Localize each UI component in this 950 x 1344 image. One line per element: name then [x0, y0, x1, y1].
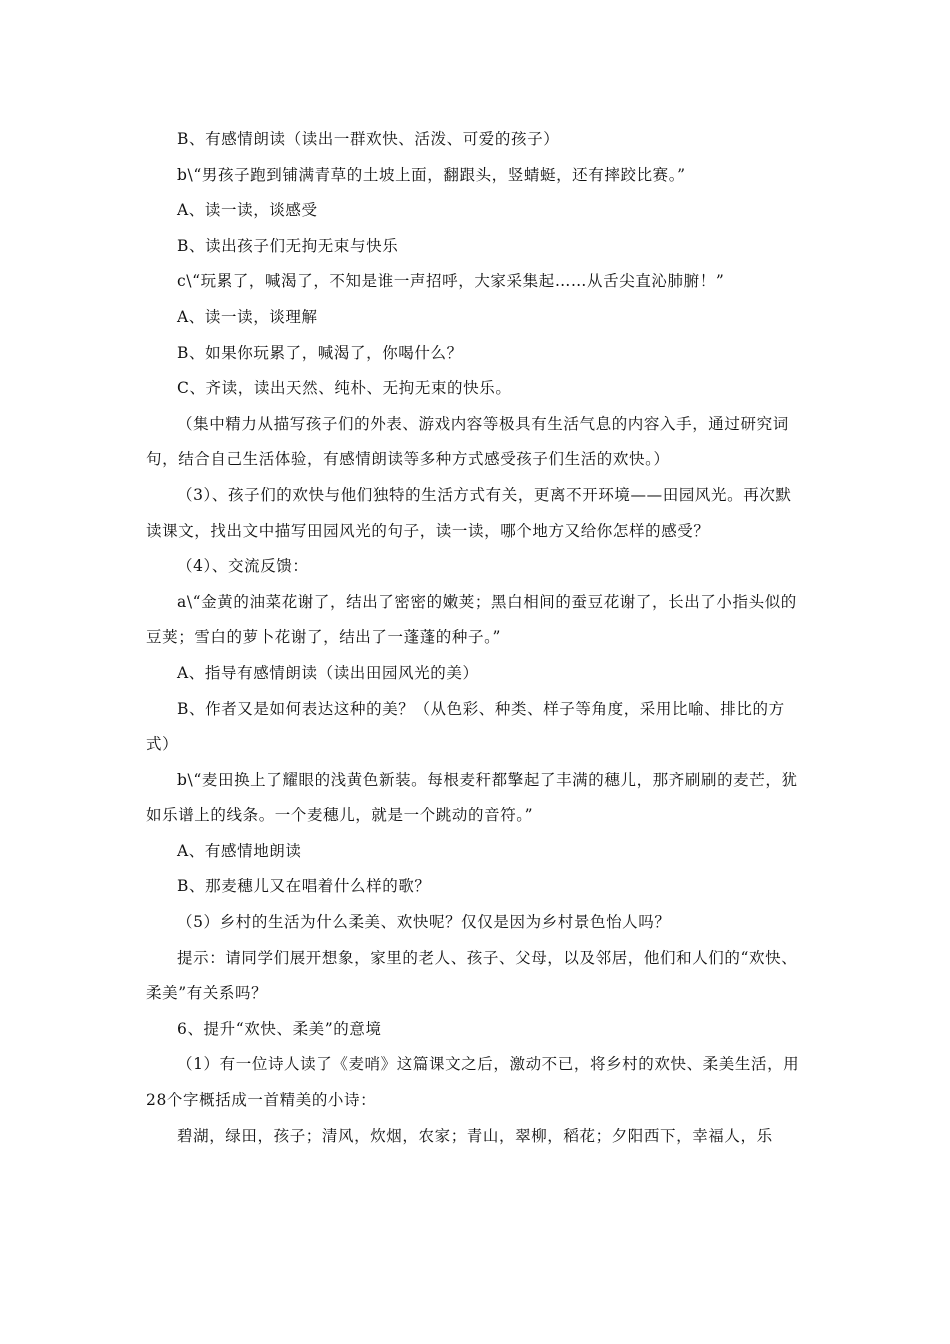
- paragraph: （5）乡村的生活为什么柔美、欢快呢？仅仅是因为乡村景色怡人吗？: [177, 913, 671, 932]
- paragraph: （1）有一位诗人读了《麦哨》这篇课文之后，激动不已，将乡村的欢快、柔美生活，用28个字概括成一首精美的小诗：: [146, 1055, 800, 1110]
- paragraph: （3）、孩子们的欢快与他们独特的生活方式有关，更离不开环境——田园风光。再次默读课文，找出文中描写田园风光的句子，读一读，哪个地方又给你怎样的感受？: [146, 485, 792, 540]
- paragraph: B、如果你玩累了，喊渴了，你喝什么？: [177, 343, 463, 362]
- paragraph: A、读一读，谈理解: [177, 307, 318, 326]
- paragraph: B、读出孩子们无拘无束与快乐: [177, 236, 399, 255]
- paragraph: b\“麦田换上了耀眼的浅黄色新装。每根麦秆都擎起了丰满的穗儿，那齐刷刷的麦芒，犹如乐谱上的线条。一个麦穗儿，就是一个跳动的音符。”: [146, 770, 798, 825]
- paragraph: c\“玩累了，喊渴了，不知是谁一声招呼，大家采集起……从舌尖直沁肺腑！”: [177, 272, 725, 291]
- document-body: [146, 122, 806, 1154]
- paragraph: 6、提升“欢快、柔美”的意境: [177, 1019, 382, 1038]
- paragraph: B、有感情朗读（读出一群欢快、活泼、可爱的孩子）: [177, 130, 560, 148]
- paragraph: A、有感情地朗读: [177, 841, 302, 860]
- paragraph: B、那麦穗儿又在唱着什么样的歌？: [177, 877, 431, 896]
- paragraph: A、读一读，谈感受: [177, 201, 318, 220]
- paragraph: C、齐读，读出天然、纯朴、无拘无束的快乐。: [177, 379, 512, 398]
- paragraph: A、指导有感情朗读（读出田园风光的美）: [177, 663, 479, 682]
- paragraph: B、作者又是如何表达这种的美？（从色彩、种类、样子等角度，采用比喻、排比的方式）: [146, 699, 785, 754]
- paragraph: （集中精力从描写孩子们的外表、游戏内容等极具有生活气息的内容入手，通过研究词句，结合自己生活体验，有感情朗读等多种方式感受孩子们生活的欢快。）: [146, 414, 789, 469]
- paragraph: （4）、交流反馈：: [177, 557, 309, 576]
- paragraph: a\“金黄的油菜花谢了，结出了密密的嫩荚；黑白相间的蚕豆花谢了，长出了小指头似的豆荚；雪白的萝卜花谢了，结出了一蓬蓬的种子。”: [146, 592, 797, 647]
- paragraph: 碧湖，绿田，孩子；清风，炊烟，农家；青山，翠柳，稻花；夕阳西下，幸福人，乐: [177, 1126, 773, 1145]
- paragraph: b\“男孩子跑到铺满青草的土坡上面，翻跟头，竖蜻蜓，还有摔跤比赛。”: [177, 165, 686, 184]
- paragraph: 提示：请同学们展开想象，家里的老人、孩子、父母，以及邻居，他们和人们的“欢快、柔美”有关系吗？: [146, 948, 798, 1003]
